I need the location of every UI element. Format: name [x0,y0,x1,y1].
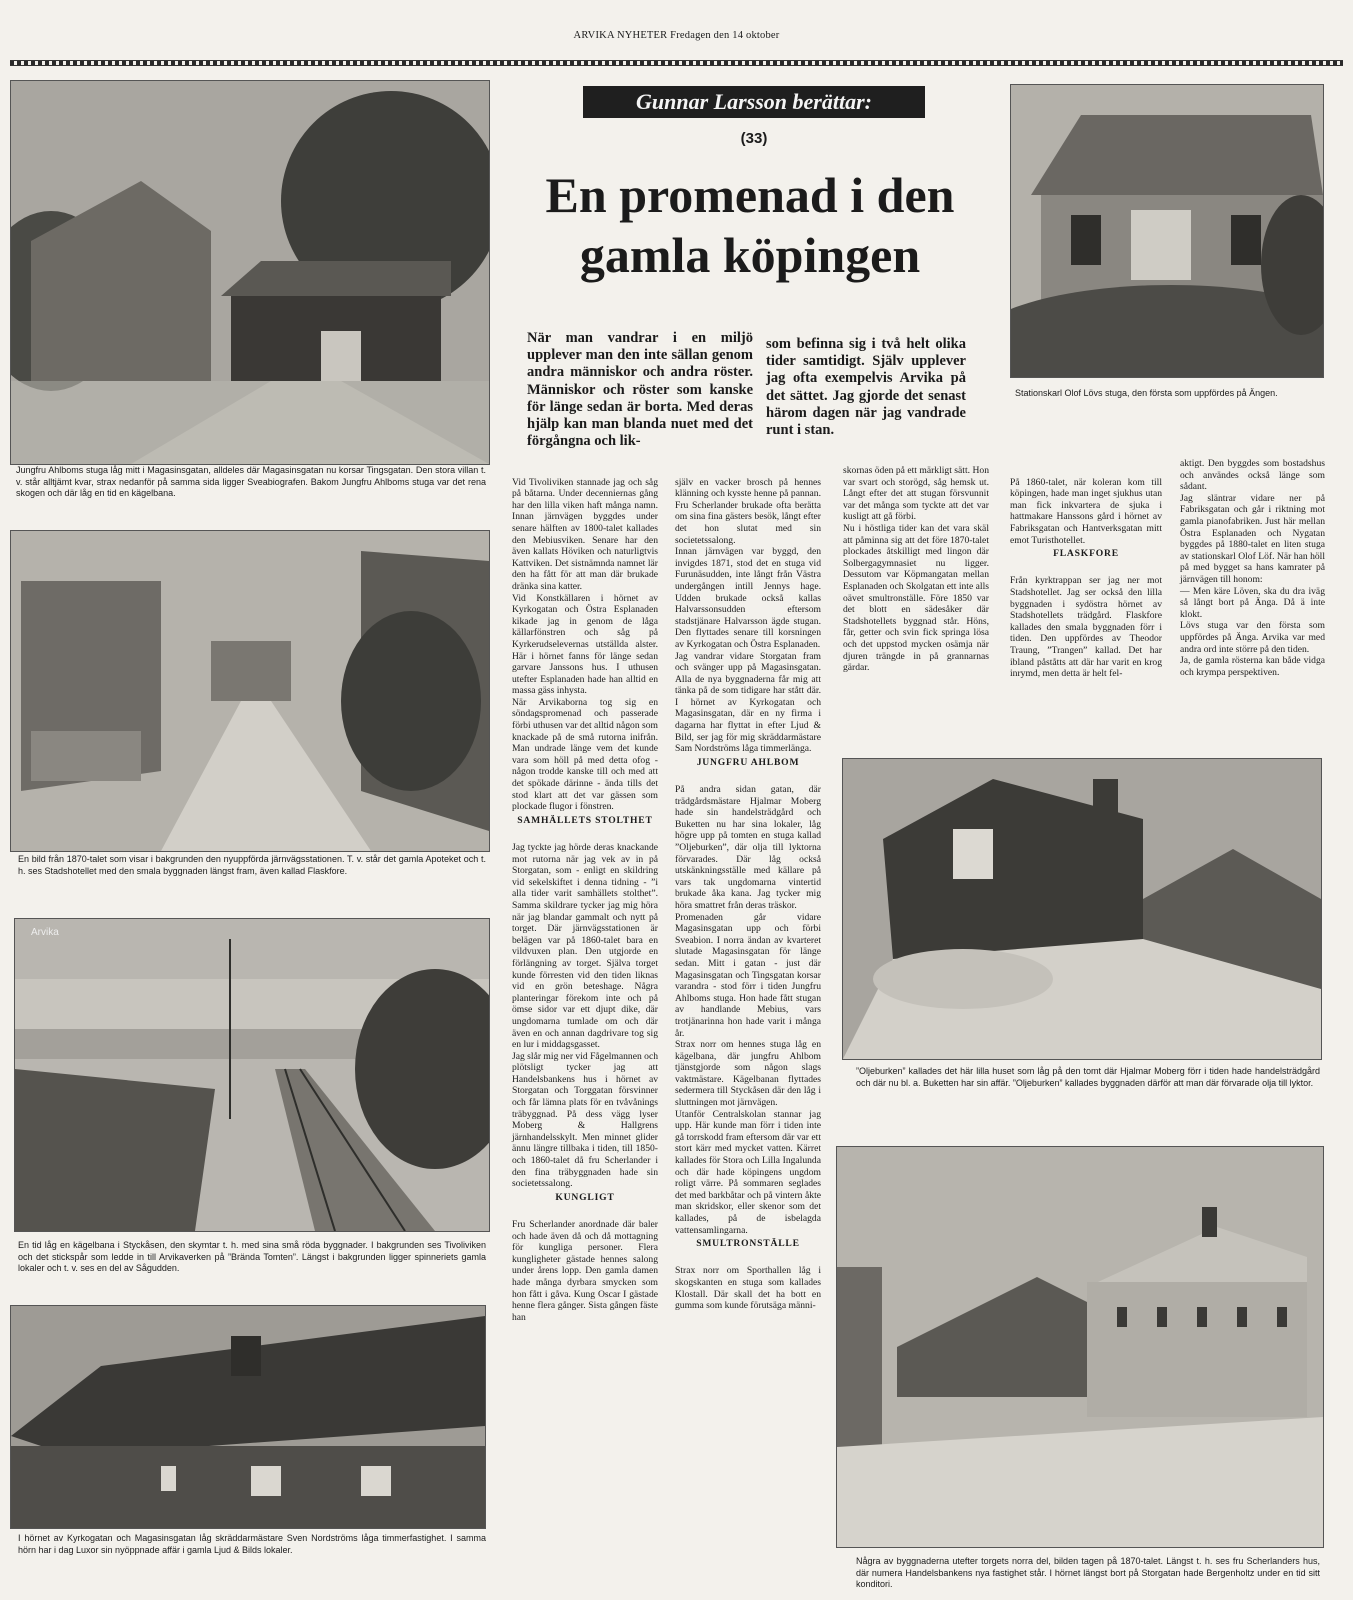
col1-text-b: Jag tyckte jag hörde deras knackande mot rutorna när jag vek av in på Storgatan, som - enligt en skildring vid sekelskiftet i denna tidning - ”i alla tider varit samhällets stolthet”. Samma skildrare tycker jag mig höra när jag blandar gammalt och nytt på torget. Där järnvägsstationen är belägen var på 1860-talet bara en vildvuxen plan. Den utgjorde en förlängning av torget. Själva torget kunde förresten vid den tiden liknas vid en grön beteshage. Några planteringar förekom inte och på ömse sidor var ett djupt dike, där ungdomarna tumlade om och där även en och annan dagdrivare tog sig en lur i middagsgasset. Jag slår mig ner vid Fågelmannen och plötsligt tycker jag att Handelsbankens hus i hörnet av Storgatan och Torggatan försvinner och får lämna plats för en tvåvånings träbyggnad. På dess vägg lyser Moberg & Hallgrens järnhandelsskylt. Men minnet glider ännu längre tillbaka i tiden, till 1850- och 1860-talet då fru Scherlander i den fina träbyggnaden hade sin societetssalong. [512,842,659,1190]
photo-nordstrom-timber-house [10,1305,486,1529]
column-1 [512,465,658,1323]
headline: En promenad i den gamla köpingen [545,167,955,283]
lead-right: som befinna sig i två helt olika tider samtidigt. Själv upplever jag ofta exempelvis Arvika på det sättet. Jag gjorde det senast härom dagen när jag vandrade runt i stan. [766,336,966,439]
column-3: skornas öden på ett märkligt sätt. Hon var svart och storögd, såg hemsk ut. Långt efter det att stugan försvunnit var det många som tyckte att det var kusligt att gå förbi. Nu i höstliga tider kan det vara skäl att påminna sig att det före 1870-talet plockades åtskilligt med lingon där Solbergagymnasiet nu ligger. Dessutom var Köpmangatan mellan Esplanaden och Skolgatan ett inte alls oävet smultronställe. Före 1850 var det blott en sädesåker där Stadshotellets byggnad står. Höns, får, getter och svin fick springa lösa och det uppstod mycken osämja när djuren trängde in på grannarnas gärdar. [843,465,989,674]
caption-railway-station: En bild från 1870-talet som visar i bakgrunden den nyuppförda järnvägsstationen. T. v. står det gamla Apoteket och t. h. ses Stadshotellet med den smala byggnaden längst fram, även kallad Flaskfore. [18,854,486,876]
col1-text-c: Fru Scherlander anordnade där baler och hade även då och då mottagning för kungliga personer. Flera kungligheter gästade hennes salong under årens lopp. Den gamla damen hade många dyrbara smycken som hon fått i gåva. Kung Oscar I gästade henne flera gånger. Sista gången fäste han [512,1219,658,1323]
kicker: Gunnar Larsson berättar: [583,86,925,118]
photo-kagelbana-styckasen [14,918,490,1232]
photo-lov-cottage [1010,84,1324,378]
caption-lov-cottage: Stationskarl Olof Lövs stuga, den första som uppfördes på Ängen. [1015,388,1278,398]
col2-text-c: Strax norr om Sporthallen låg i skogskanten en stuga som kallades Klostall. Där skall det ha bott en gumma som kunde förutsäga männi- [675,1265,821,1312]
decorative-rule [10,60,1343,66]
col2-text-a: själv en vacker brosch på hennes klänning och kysste henne på pannan. Fru Scherlander brukade ofta berätta om sina fina gästers besök, långt efter det hon slutat med sin societetssalong. Innan järnvägen var byggd, den invigdes 1871, stod det en stuga vid Furunäsudden, inte långt från Västra undergången intill Jennys hage. Udden brukade också kallas Halvarssonsudden eftersom stadstjänare Halvarsson ägde stugan. Den flyttades senare till korsningen av Kyrkogatan och Östra Esplanaden. Jag vandrar vidare Storgatan fram och svänger upp på Magasinsgatan. Alla de nya byggnaderna får mig att tänka på de som tidigare har stått där. I hörnet av Kyrkogatan och Magasinsgatan, där en ny firma i dagarna har flyttat in efter Ljud & Bild, ser jag för mig skräddarmästare Sam Nordströms låga timmerlänga. [675,476,821,755]
subhead-kungligt: KUNGLIGT [555,1191,615,1203]
caption-kagelbana: En tid låg en kägelbana i Styckåsen, den skymtar t. h. med sina små röda byggnader. I bakgrunden ses Tivoliviken och det stickspår som ledde in till Arvikaverken på ”Brända Tomten”. Längst i bakgrunden ligger spinneriets gamla lokaler och t. v. ses en del av Sågudden. [18,1240,486,1273]
caption-nordstrom-house: I hörnet av Kyrkogatan och Magasinsgatan låg skräddarmästare Sven Nordströms låga timmerfastighet. I samma hörn har i dag Luxor sin nyöppnade affär i gamla Ljud & Bilds lokaler. [18,1533,486,1555]
caption-torget-north: Några av byggnaderna utefter torgets norra del, bilden tagen på 1870-talet. Längst t. h. ses fru Scherlanders hus, där numera Handelsbankens nya fastighet står. I hörnet längst bort på Storgatan hade Bergenholtz under en tid sitt konditori. [856,1556,1320,1589]
col4-text-b: Från kyrktrappan ser jag ner mot Stadshotellet. Jag ser också den lilla byggnaden i sydöstra hörnet av Stadshotellets trädgård. Flaskfore kallades den smala byggnaden förr i tiden. Den uppfördes av Theodor Traung, ”Trangen” kallad. Det har ibland påståtts att där har varit en krog inrymd, men detta är helt fel- [1010,575,1162,680]
caption-ahlbom-cottage: Jungfru Ahlboms stuga låg mitt i Magasinsgatan, alldeles där Magasinsgatan nu korsar Tingsgatan. Den stora villan t. v. står alltjämt kvar, strax nedanför på samma sida ligger Sveabiografen. Bakom Jungfru Ahlboms stuga var det rena skogen och där låg en tid en kägelbana. [16,465,486,498]
subhead-smultronstalle: SMULTRONSTÄLLE [696,1238,800,1250]
col4-text-a: På 1860-talet, när koleran kom till köpingen, hade man inget sjukhus utan man fick inkvartera de sjuka i hattmakare Hanssons gård i hörnet av Fabriksgatan och Hantverksgatan mitt emot Turisthotellet. [1010,476,1162,546]
subhead-samhallets-stolthet: SAMHÄLLETS STOLTHET [517,814,653,826]
photo-oljeburken [842,758,1322,1060]
column-2 [675,465,821,1312]
column-4 [1010,465,1162,680]
col1-text-a: Vid Tivoliviken stannade jag och såg på båtarna. Under decenniernas gång har den lilla viken haft många namn. Innan järnvägen byggdes under senare hälften av 1800-talet kallades den Mebiusviken. Senare har den även kallats Höviken och naturligtvis Kattviken. Det sistnämnda namnet lär den ha fått för att man där brukade dränka sina katter. Vid Konstkällaren i hörnet av Kyrkogatan och Östra Esplanaden kikade jag in genom de låga källarfönstren och såg på Kyrkerudselevernas utställda alster. Här i hörnet fanns för länge sedan garvare Janssons hus. I uthusen utefter Esplanaden hade han alltid en massa gäss inhysta. När Arvikaborna tog sig en söndagspromenad och passerade förbi uthusen var det alltid någon som knackade på de små rutorna inifrån. Man undrade länge vem det kunde vara som höll på med detta ofog - någon trodde kanske till och med att det spökade därinne - ända tills det stod klart att det var gässen som plockade flugor i fönstren. [512,476,659,813]
caption-oljeburken: ”Oljeburken” kallades det här lilla huset som låg på den tomt där Hjalmar Moberg förr i tiden hade handelsträdgård och där nu bl. a. Buketten har sin affär. ”Oljeburken” kallades byggnaden därför att man där förvarade olja till lyktor. [856,1066,1320,1088]
lead-left: När man vandrar i en miljö upplever man den inte sällan genom andra människor och andra röster. Människor och röster som kanske för länge sedan är borta. Med deras hjälp kan man blanda nuet med det förgångna och lik- [527,330,753,450]
photo-railway-station-1870s [10,530,490,852]
column-5: aktigt. Den byggdes som bostadshus och användes också länge som sådant. Jag släntrar vidare ner på Fabriksgatan och går i riktning mot gamla pianofabriken. Just här mellan Östra Esplanaden och Nygatan byggdes på 1880-talet en liten stuga av stationskarl Olof Löf. När han höll på med bygget sa hans kamrater på järnvägen till honom: — Men käre Löven, ska du dra iväg så långt bort på Änga. Då ä inte klokt. Lövs stuga var den första som uppfördes på Änga. Arvika var med andra ord inte större på den tiden. Ja, de gamla rösterna kan både vidga och krympa perspektiven. [1180,458,1325,678]
photo-overlay-label: Arvika [31,927,59,938]
subhead-jungfru-ahlbom: JUNGFRU AHLBOM [696,756,800,768]
masthead: ARVIKA NYHETER Fredagen den 14 oktober [573,30,780,41]
photo-torget-north [836,1146,1324,1548]
photo-ahlbom-cottage [10,80,490,465]
subhead-flaskfore: FLASKFORE [1053,548,1119,560]
col2-text-b: På andra sidan gatan, där trädgårdsmästare Hjalmar Moberg hade sin handelsträdgård och Buketten nu har sina lokaler, låg högre upp på tomten en stuga kallad ”Oljeburken”, där olja till lyktorna förvarades. Där låg också utskänkningsställe med källare på vars tak ungdomarna vintertid brukade åka kana. Jag tycker mig höra smattret från deras träskor. Promenaden går vidare Magasinsgatan upp och förbi Sveabion. I norra ändan av kvarteret slutade Magasinsgatan för länge sedan. Mitt i gatan - just där Magasinsgatan och Tingsgatan korsar varandra - stod förr i tiden Jungfru Ahlboms stuga. Hon hade fått stugan av handlande Mebius, vars trotjänarinna hon hade varit i många år. Strax norr om hennes stuga låg en kägelbana, där jungfru Ahlbom tjänstgjorde som någon slags vaktmästare. Kägelbanan flyttades sedermera till Styckåsen där den låg i sluttningen mot järnvägen. Utanför Centralskolan stannar jag upp. Här kunde man förr i tiden inte gå torrskodd fram eftersom där var ett stort kärr med mycket vatten. Kärret kallades för Stora och Lilla Ingalunda och där hade köpingens ungdom roligt värre. På sommaren seglades det med barkbåtar och på vintern åkte man skridskor, eller skenor som det kallades, på de isbelagda vattensamlingarna. [675,784,821,1236]
episode-number: (33) [740,130,768,147]
